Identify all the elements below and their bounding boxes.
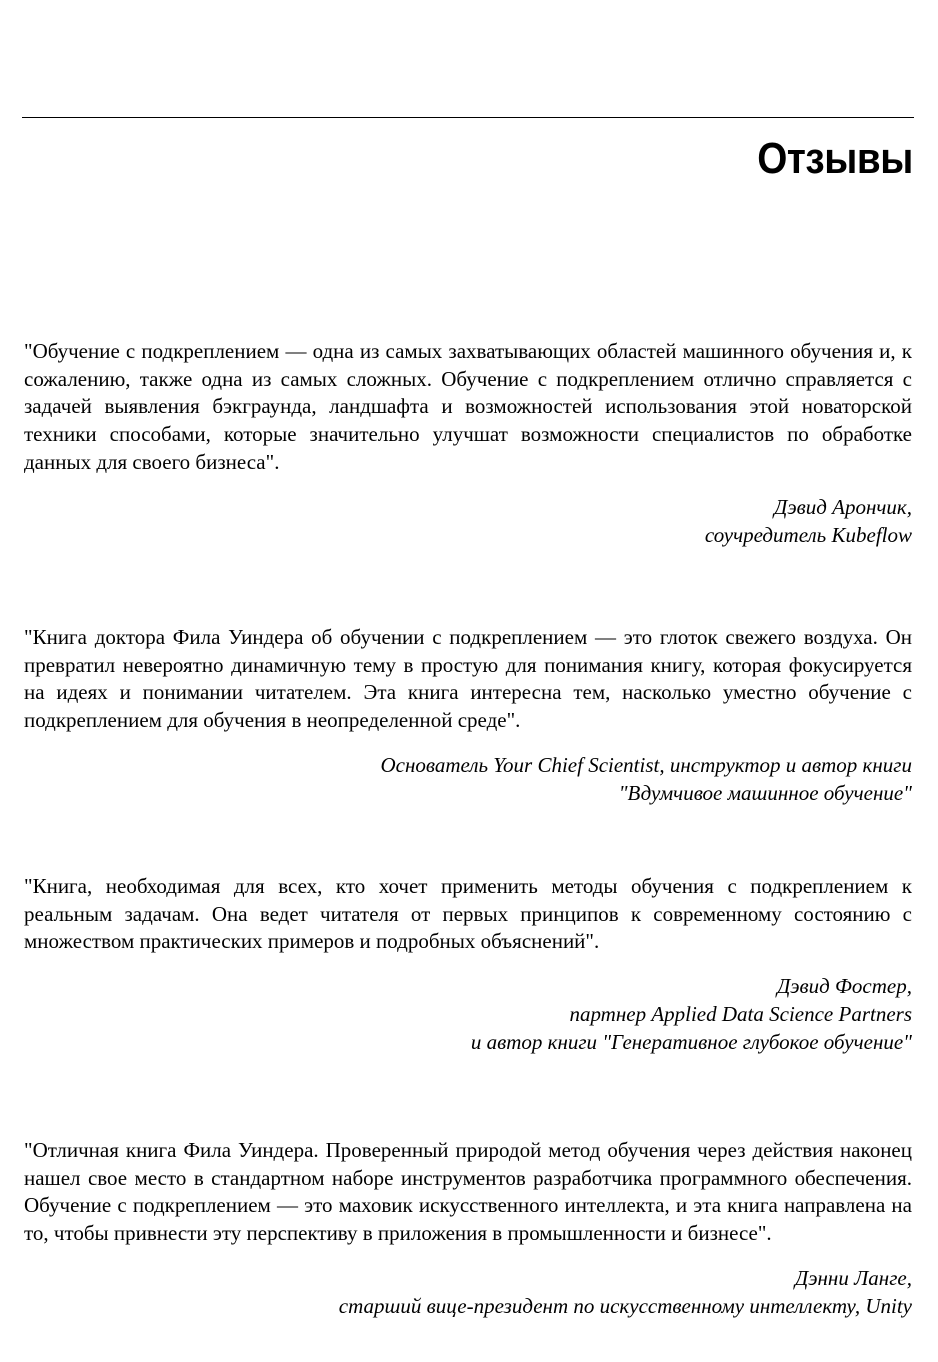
review-4 — [24, 1137, 912, 1320]
review-attribution — [24, 751, 912, 807]
review-3 — [24, 873, 912, 1056]
attribution-line: Дэнни Ланге, — [794, 1265, 912, 1290]
attribution-line: Дэвид Фостер, — [776, 974, 912, 999]
attribution-line: и автор книги "Генеративное глубокое обучение" — [470, 1030, 912, 1055]
review-quote: "Книга, необходимая для всех, кто хочет применить методы обучения с подкреплением к реальным задачам. Она ведет читателя от первых принципов к современному состоянию с множеством практических примеров и подробных объяснений". — [24, 874, 912, 954]
attribution-line: Основатель Your Chief Scientist, инструктор и автор книги — [380, 752, 912, 777]
review-quote: "Книга доктора Фила Уиндера об обучении с подкреплением — это глоток свежего воздуха. Он превратил невероятно динамичную тему в простую для понимания книгу, которая фокусируется на идеях и понимании читателем. Эта книга интересна тем, насколько уместно обучение с подкреплением для обучения в неопределенной среде". — [24, 625, 912, 733]
review-quote: "Обучение с подкреплением — одна из самых захватывающих областей машинного обучения и, к сожалению, также одна из самых сложных. Обучение с подкреплением отлично справляется с задачей выявления бэкграунда, ландшафта и возможностей использования этой новаторской техники способами, которые значительно улучшат возможности специалистов по обработке данных для своего бизнеса". — [24, 339, 912, 474]
attribution-line: партнер Applied Data Science Partners — [569, 1002, 912, 1027]
attribution-line: старший вице-президент по искусственному интеллекту, Unity — [338, 1293, 912, 1318]
review-2 — [24, 624, 912, 807]
attribution-line: соучредитель Kubeflow — [704, 522, 912, 547]
review-attribution — [24, 493, 912, 549]
review-quote: "Отличная книга Фила Уиндера. Проверенный природой метод обучения через действия наконец нашел свое место в стандартном наборе инструментов разработчика программного обеспечения. Обучение с подкреплением — это маховик искусственного интеллекта, и эта книга направлена на то, чтобы привнести эту перспективу в приложения в промышленности и бизнесе". — [24, 1138, 912, 1246]
review-attribution — [24, 1264, 912, 1320]
header-rule — [22, 117, 914, 118]
review-attribution — [24, 972, 912, 1056]
attribution-line: "Вдумчивое машинное обучение" — [618, 780, 912, 805]
review-1 — [24, 338, 912, 549]
attribution-line: Дэвид Арончик, — [774, 494, 912, 519]
page-title: Отзывы — [757, 134, 913, 183]
